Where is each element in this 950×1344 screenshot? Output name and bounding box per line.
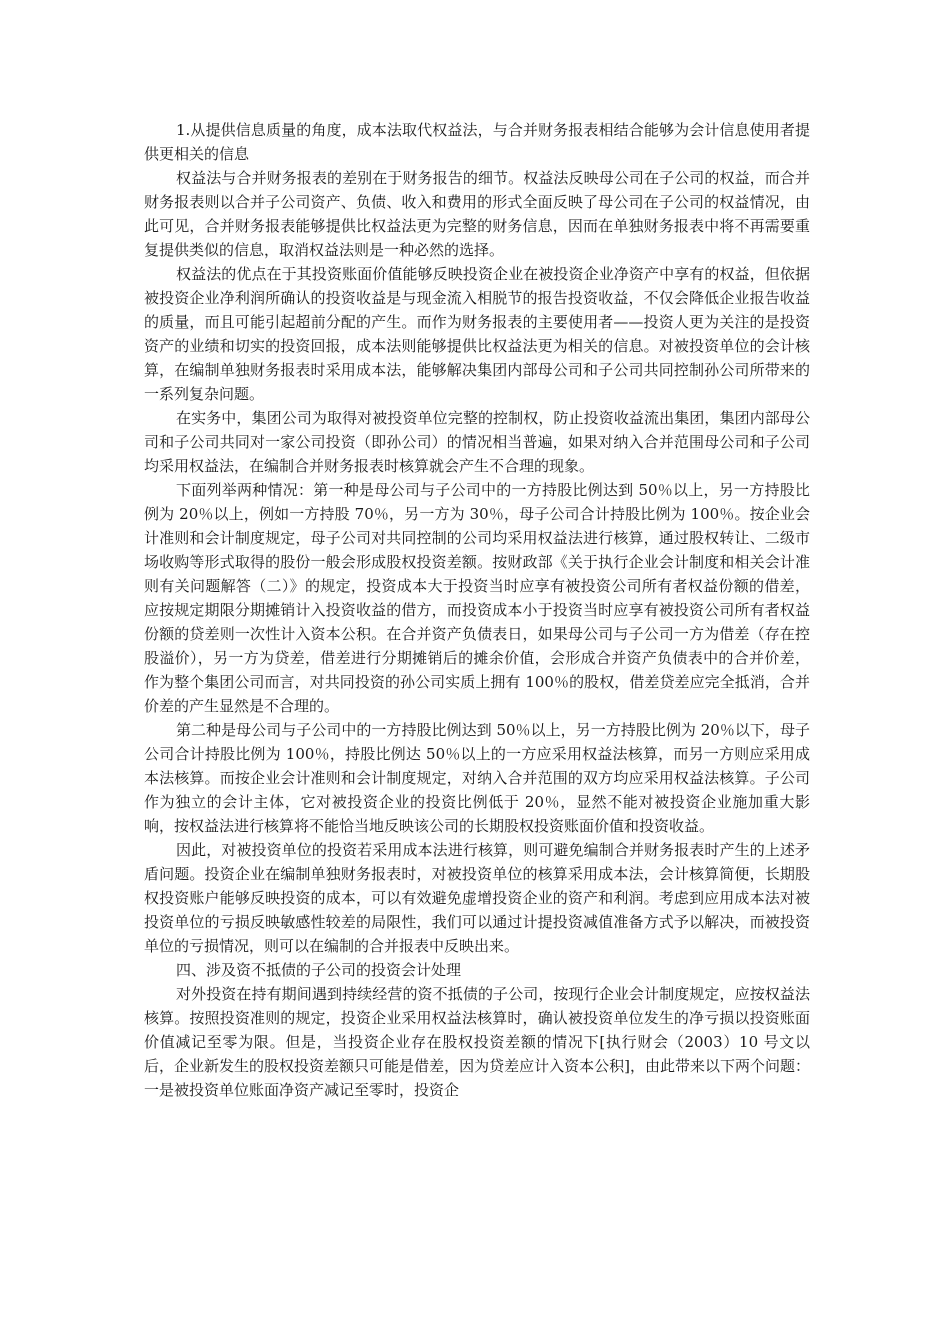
paragraph-5: 下面列举两种情况：第一种是母公司与子公司中的一方持股比例达到 50％以上，另一方持股比例为 20％以上，例如一方持股 70％，另一方为 30％，母子公司合计持股比例为 100％。按企业会计准则和会计制度规定，母子公司对共同控制的公司均采用权益法进行核算，通过股权转让、二级市场收购等形式取得的股份一般会形成股权投资差额。按财政部《关于执行企业会计制度和相关会计准则有关问题解答（二）》的规定，投资成本大于投资当时应享有被投资公司所有者权益份额的借差，应按规定期限分期摊销计入投资收益的借方，而投资成本小于投资当时应享有被投资公司所有者权益份额的贷差则一次性计入资本公积。在合并资产负债表日，如果母公司与子公司一方为借差（存在控股溢价），另一方为贷差，借差进行分期摊销后的摊余价值，会形成合并资产负债表中的合并价差，作为整个集团公司而言，对共同投资的孙公司实质上拥有 100％的股权，借差贷差应完全抵消，合并价差的产生显然是不合理的。 bbox=[144, 481, 810, 715]
paragraph-2: 权益法与合并财务报表的差别在于财务报告的细节。权益法反映母公司在子公司的权益，而合并财务报表则以合并子公司资产、负债、收入和费用的形式全面反映了母公司在子公司的权益情况，由此可见，合并财务报表能够提供比权益法更为完整的财务信息，因而在单独财务报表中将不再需要重复提供类似的信息，取消权益法则是一种必然的选择。 bbox=[144, 169, 810, 259]
paragraph-8: 对外投资在持有期间遇到持续经营的资不抵债的子公司，按现行企业会计制度规定，应按权益法核算。按照投资准则的规定，投资企业采用权益法核算时，确认被投资单位发生的净亏损以投资账面价值减记至零为限。但是，当投资企业存在股权投资差额的情况下[执行财会（2003）10 号文以后，企业新发生的股权投资差额只可能是借差，因为贷差应计入资本公积]，由此带来以下两个问题：一是被投资单位账面净资产减记至零时，投资企 bbox=[144, 985, 810, 1099]
paragraph-4: 在实务中，集团公司为取得对被投资单位完整的控制权，防止投资收益流出集团，集团内部母公司和子公司共同对一家公司投资（即孙公司）的情况相当普遍，如果对纳入合并范围母公司和子公司均采用权益法，在编制合并财务报表时核算就会产生不合理的现象。 bbox=[144, 409, 810, 475]
paragraph-3: 权益法的优点在于其投资账面价值能够反映投资企业在被投资企业净资产中享有的权益，但依据被投资企业净利润所确认的投资收益是与现金流入相脱节的报告投资收益，不仅会降低企业报告收益的质量，而且可能引起超前分配的产生。而作为财务报表的主要使用者——投资人更为关注的是投资资产的业绩和切实的投资回报，成本法则能够提供比权益法更为相关的信息。对被投资单位的会计核算，在编制单独财务报表时采用成本法，能够解决集团内部母公司和子公司共同控制孙公司所带来的一系列复杂问题。 bbox=[144, 265, 810, 403]
paragraph-7: 因此，对被投资单位的投资若采用成本法进行核算，则可避免编制合并财务报表时产生的上述矛盾问题。投资企业在编制单独财务报表时，对被投资单位的核算采用成本法，会计核算简便，长期股权投资账户能够反映投资的成本，可以有效避免虚增投资企业的资产和利润。考虑到应用成本法对被投资单位的亏损反映敏感性较差的局限性，我们可以通过计提投资减值准备方式予以解决，而被投资单位的亏损情况，则可以在编制的合并报表中反映出来。 bbox=[144, 841, 810, 955]
document-body bbox=[144, 118, 810, 1102]
paragraph-6: 第二种是母公司与子公司中的一方持股比例达到 50％以上，另一方持股比例为 20％以下，母子公司合计持股比例为 100％，持股比例达 50％以上的一方应采用权益法核算，而另一方则应采用成本法核算。而按企业会计准则和会计制度规定，对纳入合并范围的双方均应采用权益法核算。子公司作为独立的会计主体，它对被投资企业的投资比例低于 20％，显然不能对被投资企业施加重大影响，按权益法进行核算将不能恰当地反映该公司的长期股权投资账面价值和投资收益。 bbox=[144, 721, 810, 835]
section-heading: 四、涉及资不抵债的子公司的投资会计处理 bbox=[176, 961, 462, 979]
paragraph-1: 1.从提供信息质量的角度，成本法取代权益法，与合并财务报表相结合能够为会计信息使用者提供更相关的信息 bbox=[144, 121, 810, 163]
